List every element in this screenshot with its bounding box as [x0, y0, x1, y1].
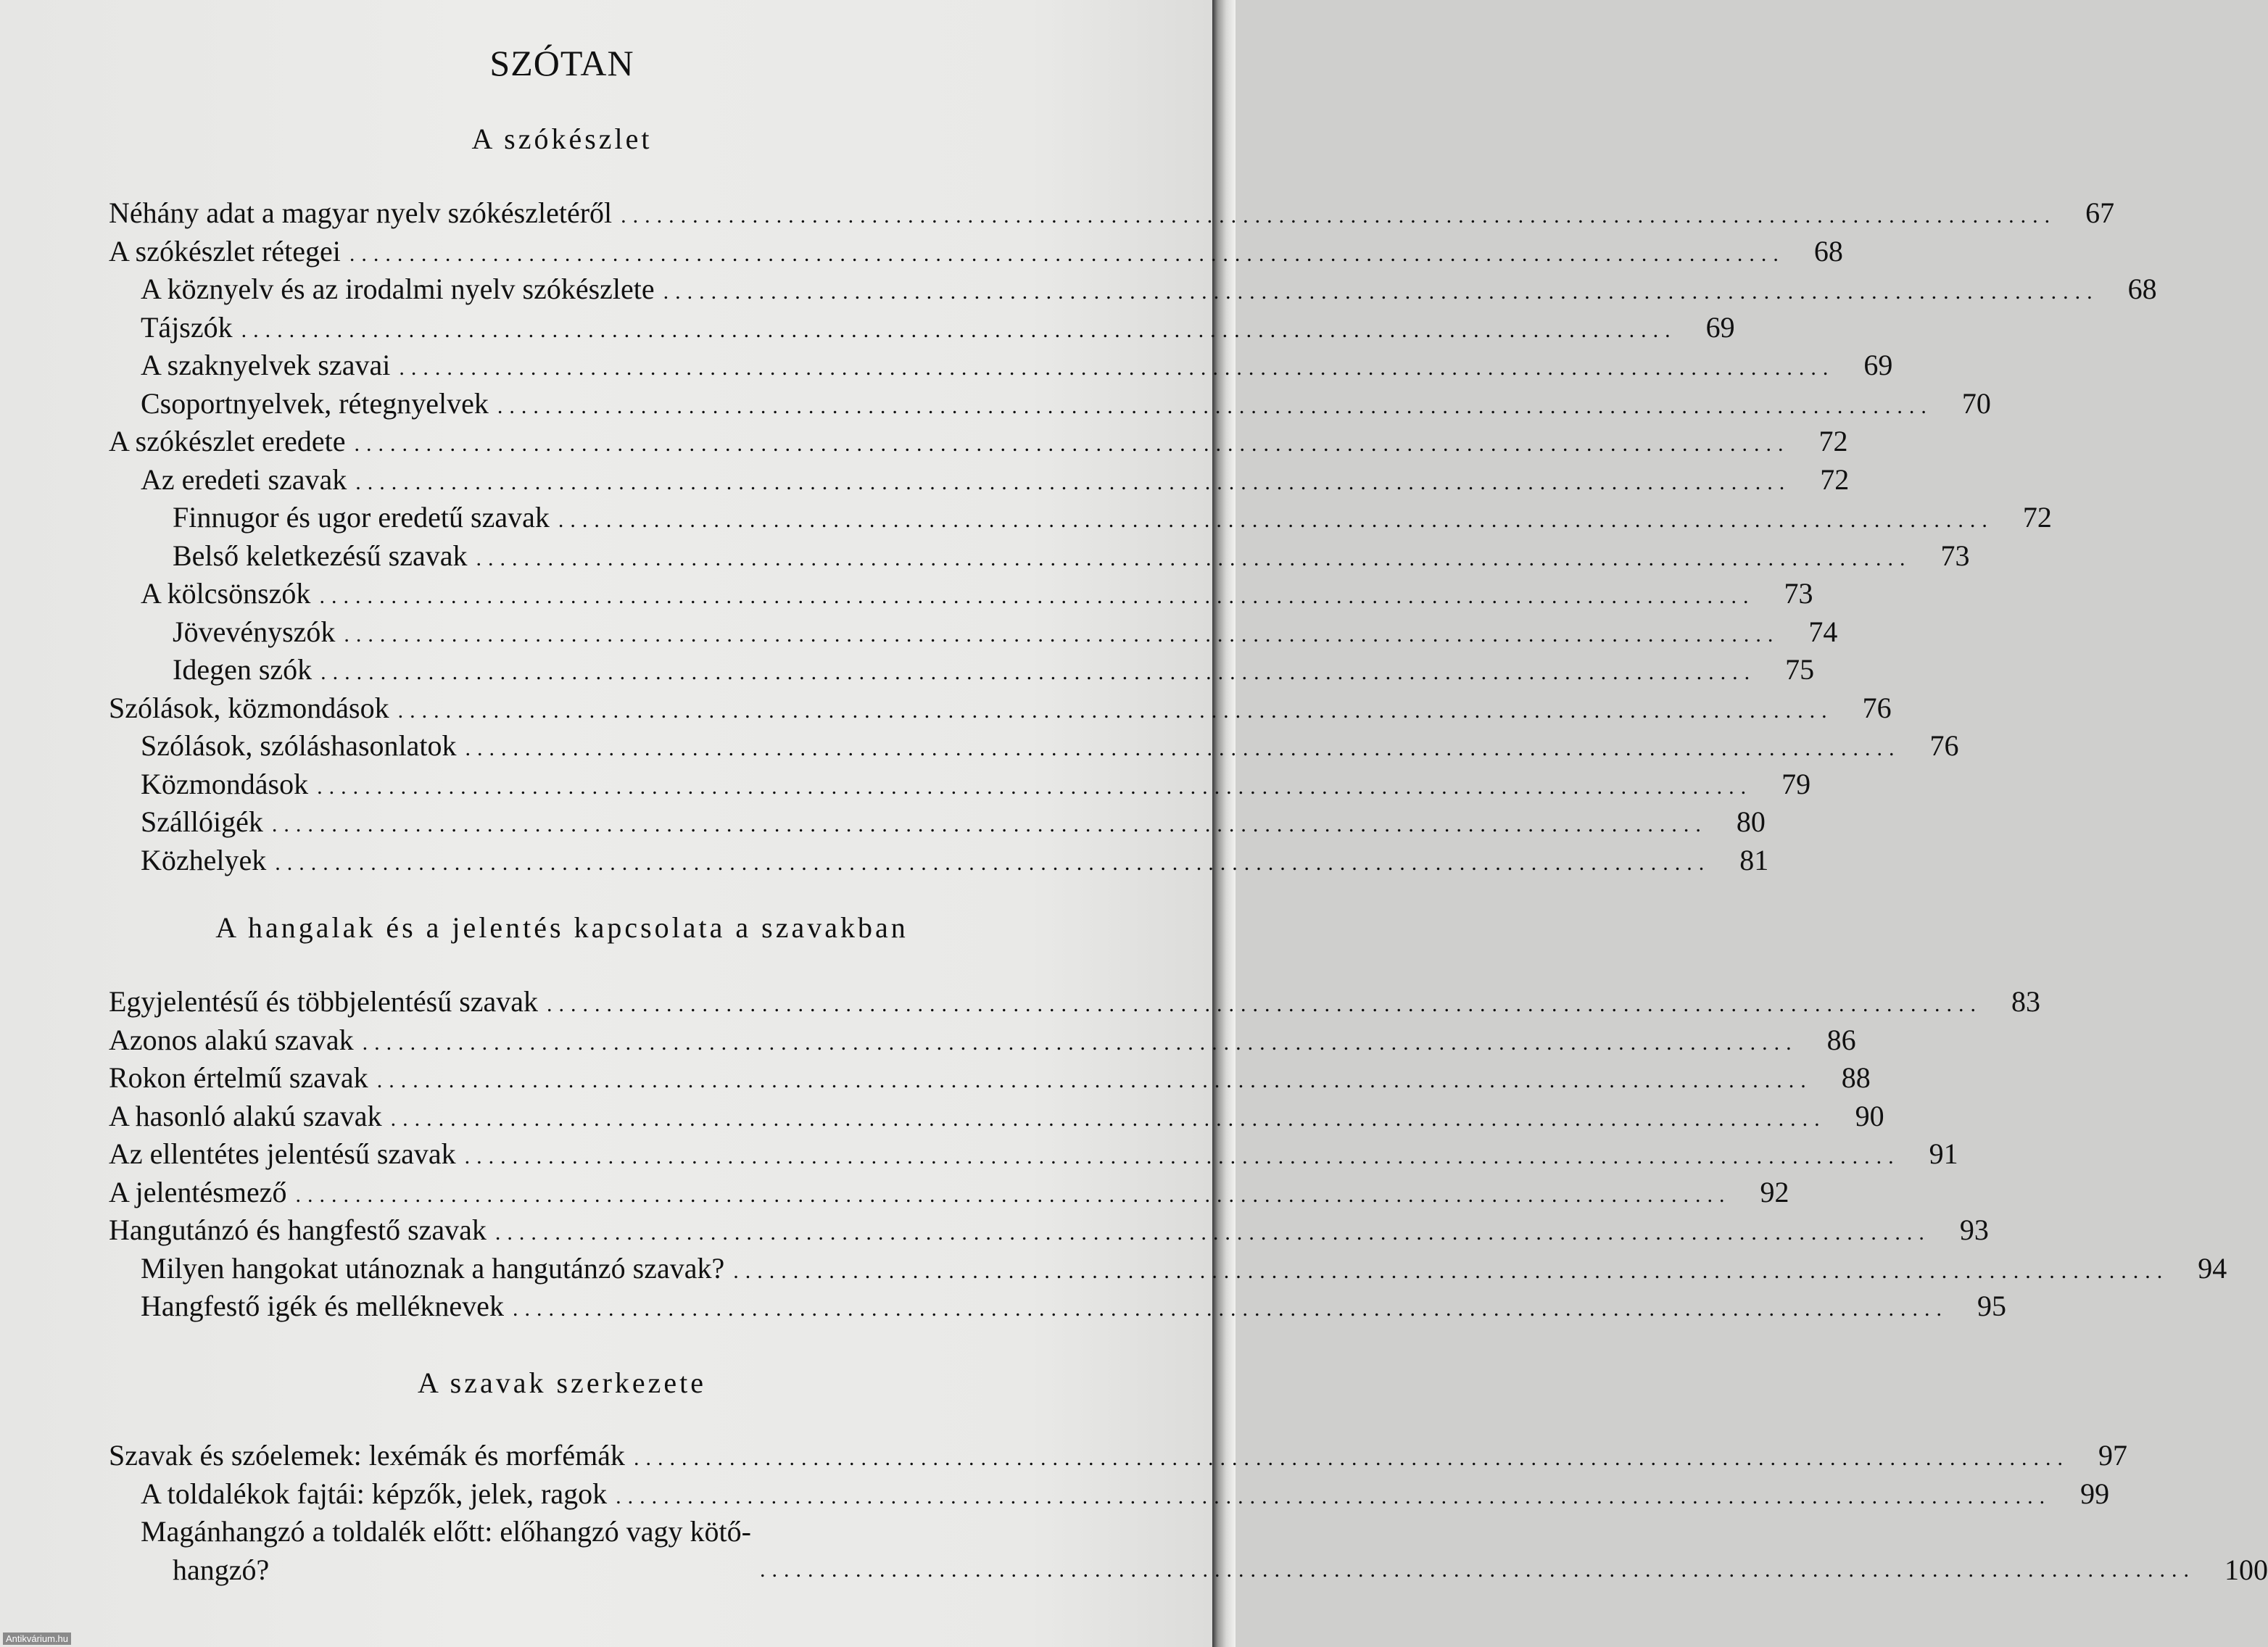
toc-entry	[109, 309, 1735, 347]
toc-entry-title: Szavak és szóelemek: lexémák és morfémák	[109, 1439, 625, 1472]
toc-entry	[109, 461, 1850, 499]
toc-entry-title: Csoportnyelvek, rétegnyelvek	[141, 386, 489, 420]
dot-leader: ........................................................................................................................	[354, 432, 1790, 456]
toc-page-number: 74	[1808, 615, 1838, 648]
toc-page-number: 76	[1929, 729, 1959, 762]
dot-leader: ........................................................................................................................	[320, 660, 1757, 684]
dot-leader: ........................................................................................................................	[547, 992, 1983, 1016]
toc-entry	[109, 233, 1843, 271]
dot-leader: ........................................................................................................................	[633, 1446, 2069, 1470]
dot-leader: ........................................................................................................................	[759, 1557, 2195, 1582]
toc-page-number: 68	[2127, 273, 2157, 305]
toc-page-number: 90	[1855, 1099, 1884, 1132]
toc-entry-title: Hangutánzó és hangfestő szavak	[109, 1214, 487, 1246]
toc-entry	[109, 842, 1769, 880]
toc-entry	[109, 1250, 2227, 1288]
toc-page-number: 92	[1760, 1175, 1789, 1208]
toc-entry-title: Azonos alakú szavak	[109, 1023, 354, 1056]
toc-entry-title: A szókészlet rétegei	[109, 234, 341, 267]
toc-page-number: 73	[1784, 577, 1813, 610]
toc-entry-title: Szállóigék	[141, 805, 263, 838]
toc-entry	[109, 651, 1815, 689]
toc-entry-title: Szólások, szóláshasonlatok	[141, 729, 457, 762]
dot-leader: ........................................................................................................................	[344, 622, 1780, 647]
dot-leader: ........................................................................................................................	[476, 546, 1912, 571]
toc-page-number: 83	[2011, 985, 2041, 1018]
toc-section-3	[109, 1437, 2268, 1589]
dot-leader: ........................................................................................................................	[319, 584, 1755, 608]
toc-entry	[109, 1135, 1958, 1174]
toc-entry-title: Milyen hangokat utánoznak a hangutánzó szavak?	[141, 1251, 725, 1285]
dot-leader: ........................................................................................................................	[494, 1221, 1931, 1245]
dot-leader: ........................................................................................................................	[376, 1069, 1813, 1092]
watermark-footer: Antikvárium.hu	[3, 1633, 71, 1645]
toc-entry-title: A toldalékok fajtái: képzők, jelek, ragok	[141, 1477, 608, 1510]
section-title-3: A szavak szerkezete	[417, 1366, 707, 1399]
dot-leader: ........................................................................................................................	[465, 737, 1901, 760]
toc-entry	[109, 1098, 1884, 1136]
toc-entry	[109, 385, 1991, 423]
dot-leader: ........................................................................................................................	[317, 774, 1753, 799]
toc-page-number: 75	[1785, 653, 1815, 686]
toc-page-number: 80	[1736, 805, 1766, 838]
toc-entry-title: Néhány adat a magyar nyelv szókészletéről	[109, 196, 613, 229]
toc-page-number: 93	[1959, 1214, 1989, 1246]
toc-page-number: 97	[2098, 1439, 2127, 1472]
toc-page-number: 99	[2080, 1477, 2110, 1510]
toc-entry-title: Egyjelentésű és többjelentésű szavak	[109, 985, 539, 1018]
toc-entry	[109, 423, 1848, 461]
toc-entry	[109, 537, 1970, 576]
toc-entry-title-line: Magánhangzó a toldalék előtt: előhangzó vagy kötő-	[141, 1515, 751, 1548]
toc-entry-title: A köznyelv és az irodalmi nyelv szókészlete	[141, 273, 655, 305]
dot-leader: ........................................................................................................................	[241, 318, 1677, 342]
toc-entry	[109, 983, 2041, 1021]
dot-leader: ........................................................................................................................	[663, 280, 2099, 304]
toc-entry-title: Közmondások	[141, 767, 309, 800]
dot-leader: ........................................................................................................................	[497, 394, 1933, 418]
toc-entry	[109, 1513, 2268, 1589]
toc-page-number: 69	[1863, 349, 1893, 381]
toc-entry-title: A kölcsönszók	[141, 577, 311, 610]
toc-entry-title: Idegen szók	[173, 653, 313, 686]
toc-entry-title: A szókészlet eredete	[109, 425, 346, 457]
dot-leader: ........................................................................................................................	[275, 850, 1711, 875]
dot-leader: ........................................................................................................................	[464, 1145, 1900, 1169]
dot-leader: ........................................................................................................................	[397, 698, 1834, 723]
toc-page-number: 79	[1781, 767, 1811, 800]
toc-entry	[109, 766, 1811, 804]
dot-leader: ........................................................................................................................	[733, 1258, 2169, 1283]
dot-leader: ........................................................................................................................	[362, 1030, 1798, 1055]
toc-page-number: 100	[2224, 1553, 2268, 1586]
toc-entry-title: Az eredeti szavak	[141, 462, 347, 496]
toc-section-2	[109, 983, 2227, 1326]
toc-entry	[109, 1059, 1871, 1098]
toc-page-number: 88	[1841, 1061, 1871, 1094]
toc-entry-title: Finnugor és ugor eredetű szavak	[173, 501, 550, 534]
dot-leader: ........................................................................................................................	[621, 204, 2057, 228]
dot-leader: ........................................................................................................................	[616, 1484, 2052, 1509]
toc-page-number: 95	[1977, 1290, 2006, 1322]
toc-section-1	[109, 194, 2157, 879]
toc-page-number: 73	[1940, 539, 1970, 572]
toc-entry	[109, 270, 2157, 309]
toc-entry	[109, 499, 2052, 537]
toc-entry	[109, 1174, 1789, 1212]
dot-leader: ........................................................................................................................	[390, 1106, 1826, 1131]
dot-leader: ........................................................................................................................	[512, 1297, 1948, 1321]
toc-page-number: 72	[1820, 462, 1850, 496]
toc-page-number: 69	[1705, 310, 1735, 344]
toc-page-number: 72	[2022, 501, 2052, 534]
toc-page-number: 86	[1826, 1023, 1856, 1056]
toc-entry	[109, 1437, 2127, 1475]
toc-entry-title: Közhelyek	[141, 843, 267, 876]
toc-entry-title: A szaknyelvek szavai	[141, 349, 391, 381]
toc-page-number: 94	[2198, 1251, 2227, 1285]
toc-entry-title: Az ellentétes jelentésű szavak	[109, 1137, 456, 1170]
toc-page-number: 76	[1862, 691, 1892, 724]
section-title-2: A hangalak és a jelentés kapcsolata a szavakban	[215, 911, 909, 944]
toc-entry-title-continuation: hangzó?	[173, 1553, 270, 1586]
toc-page-number: 67	[2085, 196, 2115, 229]
toc-entry-title: Belső keletkezésű szavak	[173, 539, 468, 572]
toc-entry	[109, 803, 1766, 842]
toc-entry	[109, 1021, 1856, 1060]
toc-entry	[109, 689, 1892, 728]
dot-leader: ........................................................................................................................	[271, 813, 1708, 837]
dot-leader: ........................................................................................................................	[558, 508, 1994, 532]
toc-entry-title: Rokon értelmű szavak	[109, 1061, 368, 1094]
dot-leader: ........................................................................................................................	[295, 1182, 1731, 1207]
toc-entry-title: Tájszók	[141, 310, 233, 344]
toc-entry	[109, 575, 1813, 613]
toc-entry	[109, 613, 1838, 652]
toc-entry-title: Hangfestő igék és melléknevek	[141, 1290, 504, 1322]
page-title: SZÓTAN	[489, 43, 634, 83]
toc-entry	[109, 194, 2115, 233]
toc-entry	[109, 1211, 1989, 1250]
toc-entry-title	[141, 1513, 760, 1589]
toc-entry-title: A hasonló alakú szavak	[109, 1099, 382, 1132]
toc-entry	[109, 1287, 2006, 1326]
section-title-1: A szókészlet	[471, 123, 653, 155]
toc-page-number: 68	[1813, 234, 1843, 267]
toc-entry	[109, 727, 1959, 766]
dot-leader: ........................................................................................................................	[399, 356, 1835, 380]
toc-page-number: 91	[1929, 1137, 1958, 1170]
toc-entry	[109, 1475, 2110, 1514]
dot-leader: ........................................................................................................................	[349, 241, 1785, 266]
toc-page-number: 72	[1818, 425, 1848, 457]
toc-entry-title: Szólások, közmondások	[109, 691, 389, 724]
toc-page-number: 70	[1961, 386, 1991, 420]
toc-page-number: 81	[1739, 843, 1769, 876]
dot-leader: ........................................................................................................................	[355, 470, 1792, 494]
toc-entry-title: Jövevényszók	[173, 615, 336, 648]
toc-entry-title: A jelentésmező	[109, 1175, 287, 1208]
toc-entry	[109, 347, 1893, 385]
